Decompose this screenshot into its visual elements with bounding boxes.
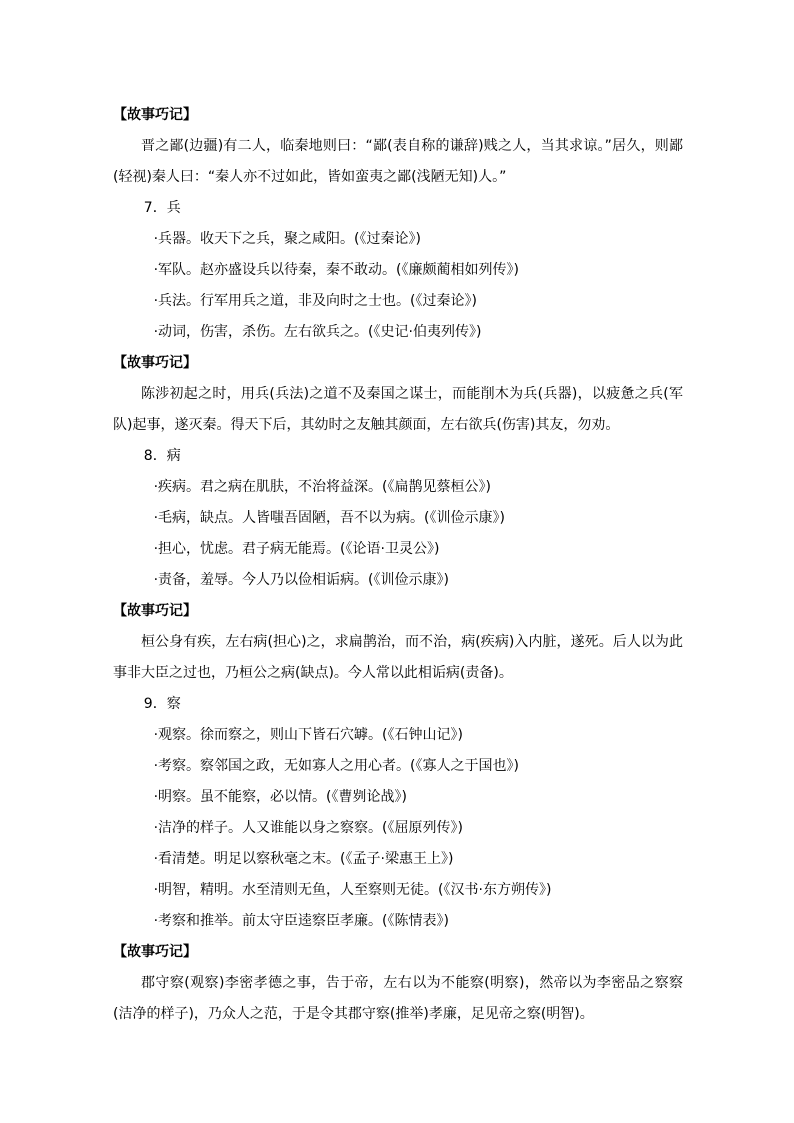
definition-item: ·洁净的样子。人又谁能以身之察察。(《屈原列传》) (153, 820, 463, 836)
definition-item: ·观察。徐而察之，则山下皆石穴罅。(《石钟山记》) (153, 727, 463, 743)
story-heading: 【故事巧记】 (113, 107, 197, 123)
story-paragraph: 郡守察(观察)李密孝德之事，告于帝，左右以为不能察(明察)，然帝以为李密品之察察(洁净的样子)，乃众人之范，于是令其郡守察(推举)孝廉，足见帝之察(明智)。 (113, 975, 683, 1022)
story-heading: 【故事巧记】 (113, 944, 197, 960)
definition-item: ·兵法。行军用兵之道，非及向时之士也。(《过秦论》) (153, 293, 477, 309)
story-heading: 【故事巧记】 (113, 355, 197, 371)
definition-item: ·疾病。君之病在肌肤，不治将益深。(《扁鹊见蔡桓公》) (153, 479, 491, 495)
definition-item: ·考察和推举。前太守臣逵察臣孝廉。(《陈情表》) (153, 913, 449, 929)
entry-title-cha: 9．察 (143, 696, 181, 712)
story-paragraph: 晋之鄙(边疆)有二人，临秦地则曰：“鄙(表自称的谦辞)贱之人，当其求谅。”居久，则鄙(轻视)秦人曰：“秦人亦不过如此，皆如蛮夷之鄙(浅陋无知)人。” (113, 138, 683, 185)
document-page (113, 100, 683, 1030)
definition-item: ·军队。赵亦盛设兵以待秦，秦不敢动。(《廉颇蔺相如列传》) (153, 262, 519, 278)
story-heading: 【故事巧记】 (113, 603, 197, 619)
story-paragraph: 桓公身有疾，左右病(担心)之，求扁鹊治，而不治，病(疾病)入内脏，遂死。后人以为此事非大臣之过也，乃桓公之病(缺点)。今人常以此相诟病(责备)。 (113, 634, 683, 681)
definition-item: ·明智，精明。水至清则无鱼，人至察则无徒。(《汉书·东方朔传》) (153, 882, 552, 898)
definition-item: ·毛病，缺点。人皆嗤吾固陋，吾不以为病。(《训俭示康》) (153, 510, 505, 526)
entry-title-bing: 7．兵 (143, 200, 181, 216)
definition-item: ·动词，伤害，杀伤。左右欲兵之。(《史记·伯夷列传》) (153, 324, 482, 340)
entry-title-bing-illness: 8．病 (143, 448, 181, 464)
definition-item: ·责备，羞辱。今人乃以俭相诟病。(《训俭示康》) (153, 572, 449, 588)
definition-item: ·兵器。收天下之兵，聚之咸阳。(《过秦论》) (153, 231, 421, 247)
definition-item: ·看清楚。明足以察秋毫之末。(《孟子·梁惠王上》) (153, 851, 454, 867)
definition-item: ·明察。虽不能察，必以情。(《曹刿论战》) (153, 789, 407, 805)
story-paragraph: 陈涉初起之时，用兵(兵法)之道不及秦国之谋士，而能削木为兵(兵器)，以疲惫之兵(军队)起事，遂灭秦。得天下后，其幼时之友触其颜面，左右欲兵(伤害)其友，勿劝。 (113, 386, 683, 433)
definition-item: ·考察。察邻国之政，无如寡人之用心者。(《寡人之于国也》) (153, 758, 519, 774)
definition-item: ·担心，忧虑。君子病无能焉。(《论语·卫灵公》) (153, 541, 440, 557)
